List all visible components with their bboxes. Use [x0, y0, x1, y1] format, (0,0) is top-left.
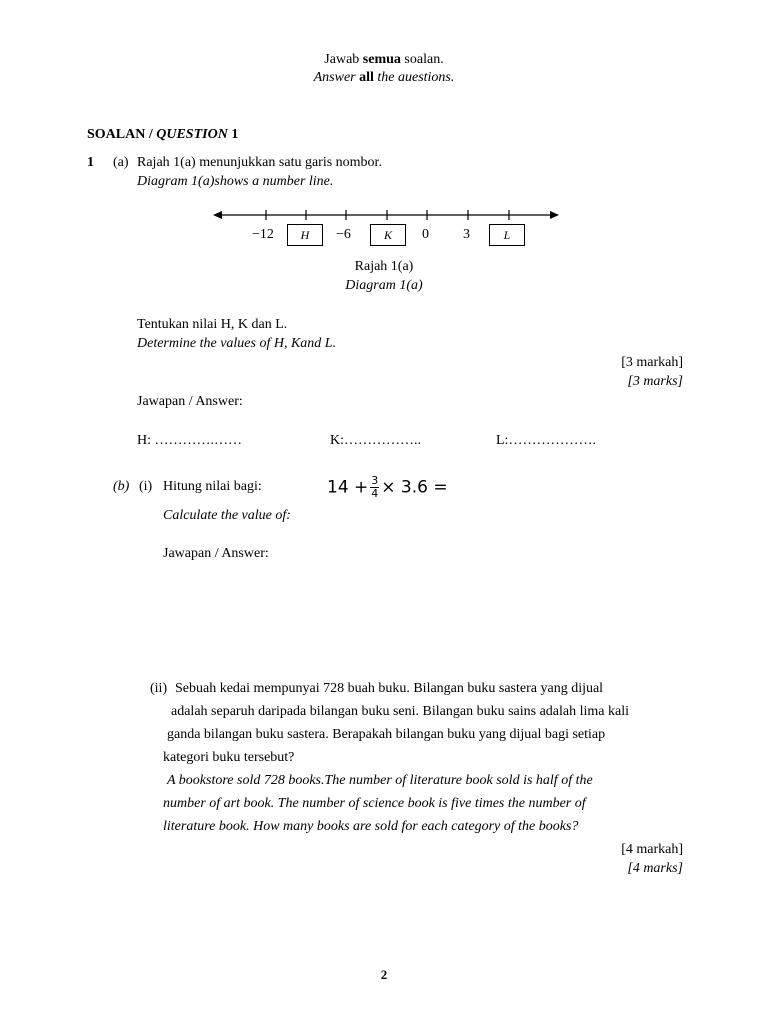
- part-b-ii-marks-malay: [4 markah]: [621, 842, 683, 857]
- part-b-ii-marks-english: [4 marks]: [627, 861, 683, 876]
- part-a-tag: [113, 154, 129, 172]
- arrow-left-icon: [213, 211, 222, 219]
- instruction-text-english: Determine the values of H, Kand L.: [137, 336, 337, 351]
- part-b-ii-tag: (ii): [150, 681, 168, 696]
- part-b-ii-line-malay: Sebuah kedai mempunyai 728 buah buku. Bilangan buku sastera yang dijual: [175, 681, 604, 696]
- part-b-tag: (b): [113, 479, 130, 494]
- fraction-numerator: 3: [371, 474, 379, 487]
- math-expression: [327, 475, 448, 500]
- diagram-caption-english: Diagram 1(a): [345, 278, 423, 293]
- diagram-caption-malay: Rajah 1(a): [354, 259, 414, 274]
- instruction-text-malay: Tentukan nilai H, K dan L.: [137, 317, 288, 332]
- part-b-ii-line-malay: kategori buku tersebut?: [163, 750, 295, 765]
- part-b-ii-line-english: number of art book. The number of science book is five times the number of: [163, 796, 586, 811]
- box-H: H: [287, 224, 323, 246]
- answer-field-L[interactable]: L:……………….: [496, 433, 596, 448]
- answer-label: Jawapan / Answer:: [137, 394, 243, 409]
- number-label-minus-6: −6: [336, 227, 351, 242]
- box-L: L: [489, 224, 525, 246]
- part-b-ii-line-english: A bookstore sold 728 books.The number of literature book sold is half of the: [167, 773, 593, 788]
- part-b-i-tag: (i): [139, 479, 153, 494]
- fraction-denominator: 4: [371, 487, 379, 500]
- number-label-zero: 0: [422, 227, 429, 242]
- answer-field-K[interactable]: K:……………..: [330, 433, 421, 448]
- instruction-english: Answer all the auestions.: [313, 70, 455, 85]
- part-a-tag-text: (a): [113, 155, 129, 170]
- part-b-ii-line-malay: ganda bilangan buku sastera. Berapakah bilangan buku yang dijual bagi setiap: [167, 727, 606, 742]
- part-a-text-malay: Rajah 1(a) menunjukkan satu garis nombor.: [137, 155, 382, 170]
- fraction: [370, 475, 379, 500]
- question-number: 1: [87, 155, 94, 170]
- expr-post: × 3.6 =: [381, 477, 448, 498]
- part-b-i-answer-label: Jawapan / Answer:: [163, 546, 269, 561]
- part-b-i-text-malay: Hitung nilai bagi:: [163, 479, 262, 494]
- number-label-three: 3: [463, 227, 470, 242]
- marks-malay: [3 markah]: [621, 355, 683, 370]
- part-b-i-text-english: Calculate the value of:: [163, 508, 291, 523]
- number-label-minus-12: −12: [252, 227, 274, 242]
- instruction-malay: Jawab semua soalan.: [324, 52, 444, 67]
- answer-field-H[interactable]: H: ………….……: [137, 433, 242, 448]
- expr-pre: 14 +: [327, 477, 369, 498]
- part-b-ii-line-malay: adalah separuh daripada bilangan buku seni. Bilangan buku sains adalah lima kali: [171, 704, 629, 719]
- box-K: K: [370, 224, 406, 246]
- section-heading: SOALAN / QUESTION 1: [87, 127, 239, 142]
- arrow-right-icon: [550, 211, 559, 219]
- page-number: 2: [380, 967, 388, 982]
- marks-english: [3 marks]: [627, 374, 683, 389]
- part-a-text-english: Diagram 1(a)shows a number line.: [137, 174, 334, 189]
- part-b-ii-line-english: literature book. How many books are sold for each category of the books?: [163, 819, 579, 834]
